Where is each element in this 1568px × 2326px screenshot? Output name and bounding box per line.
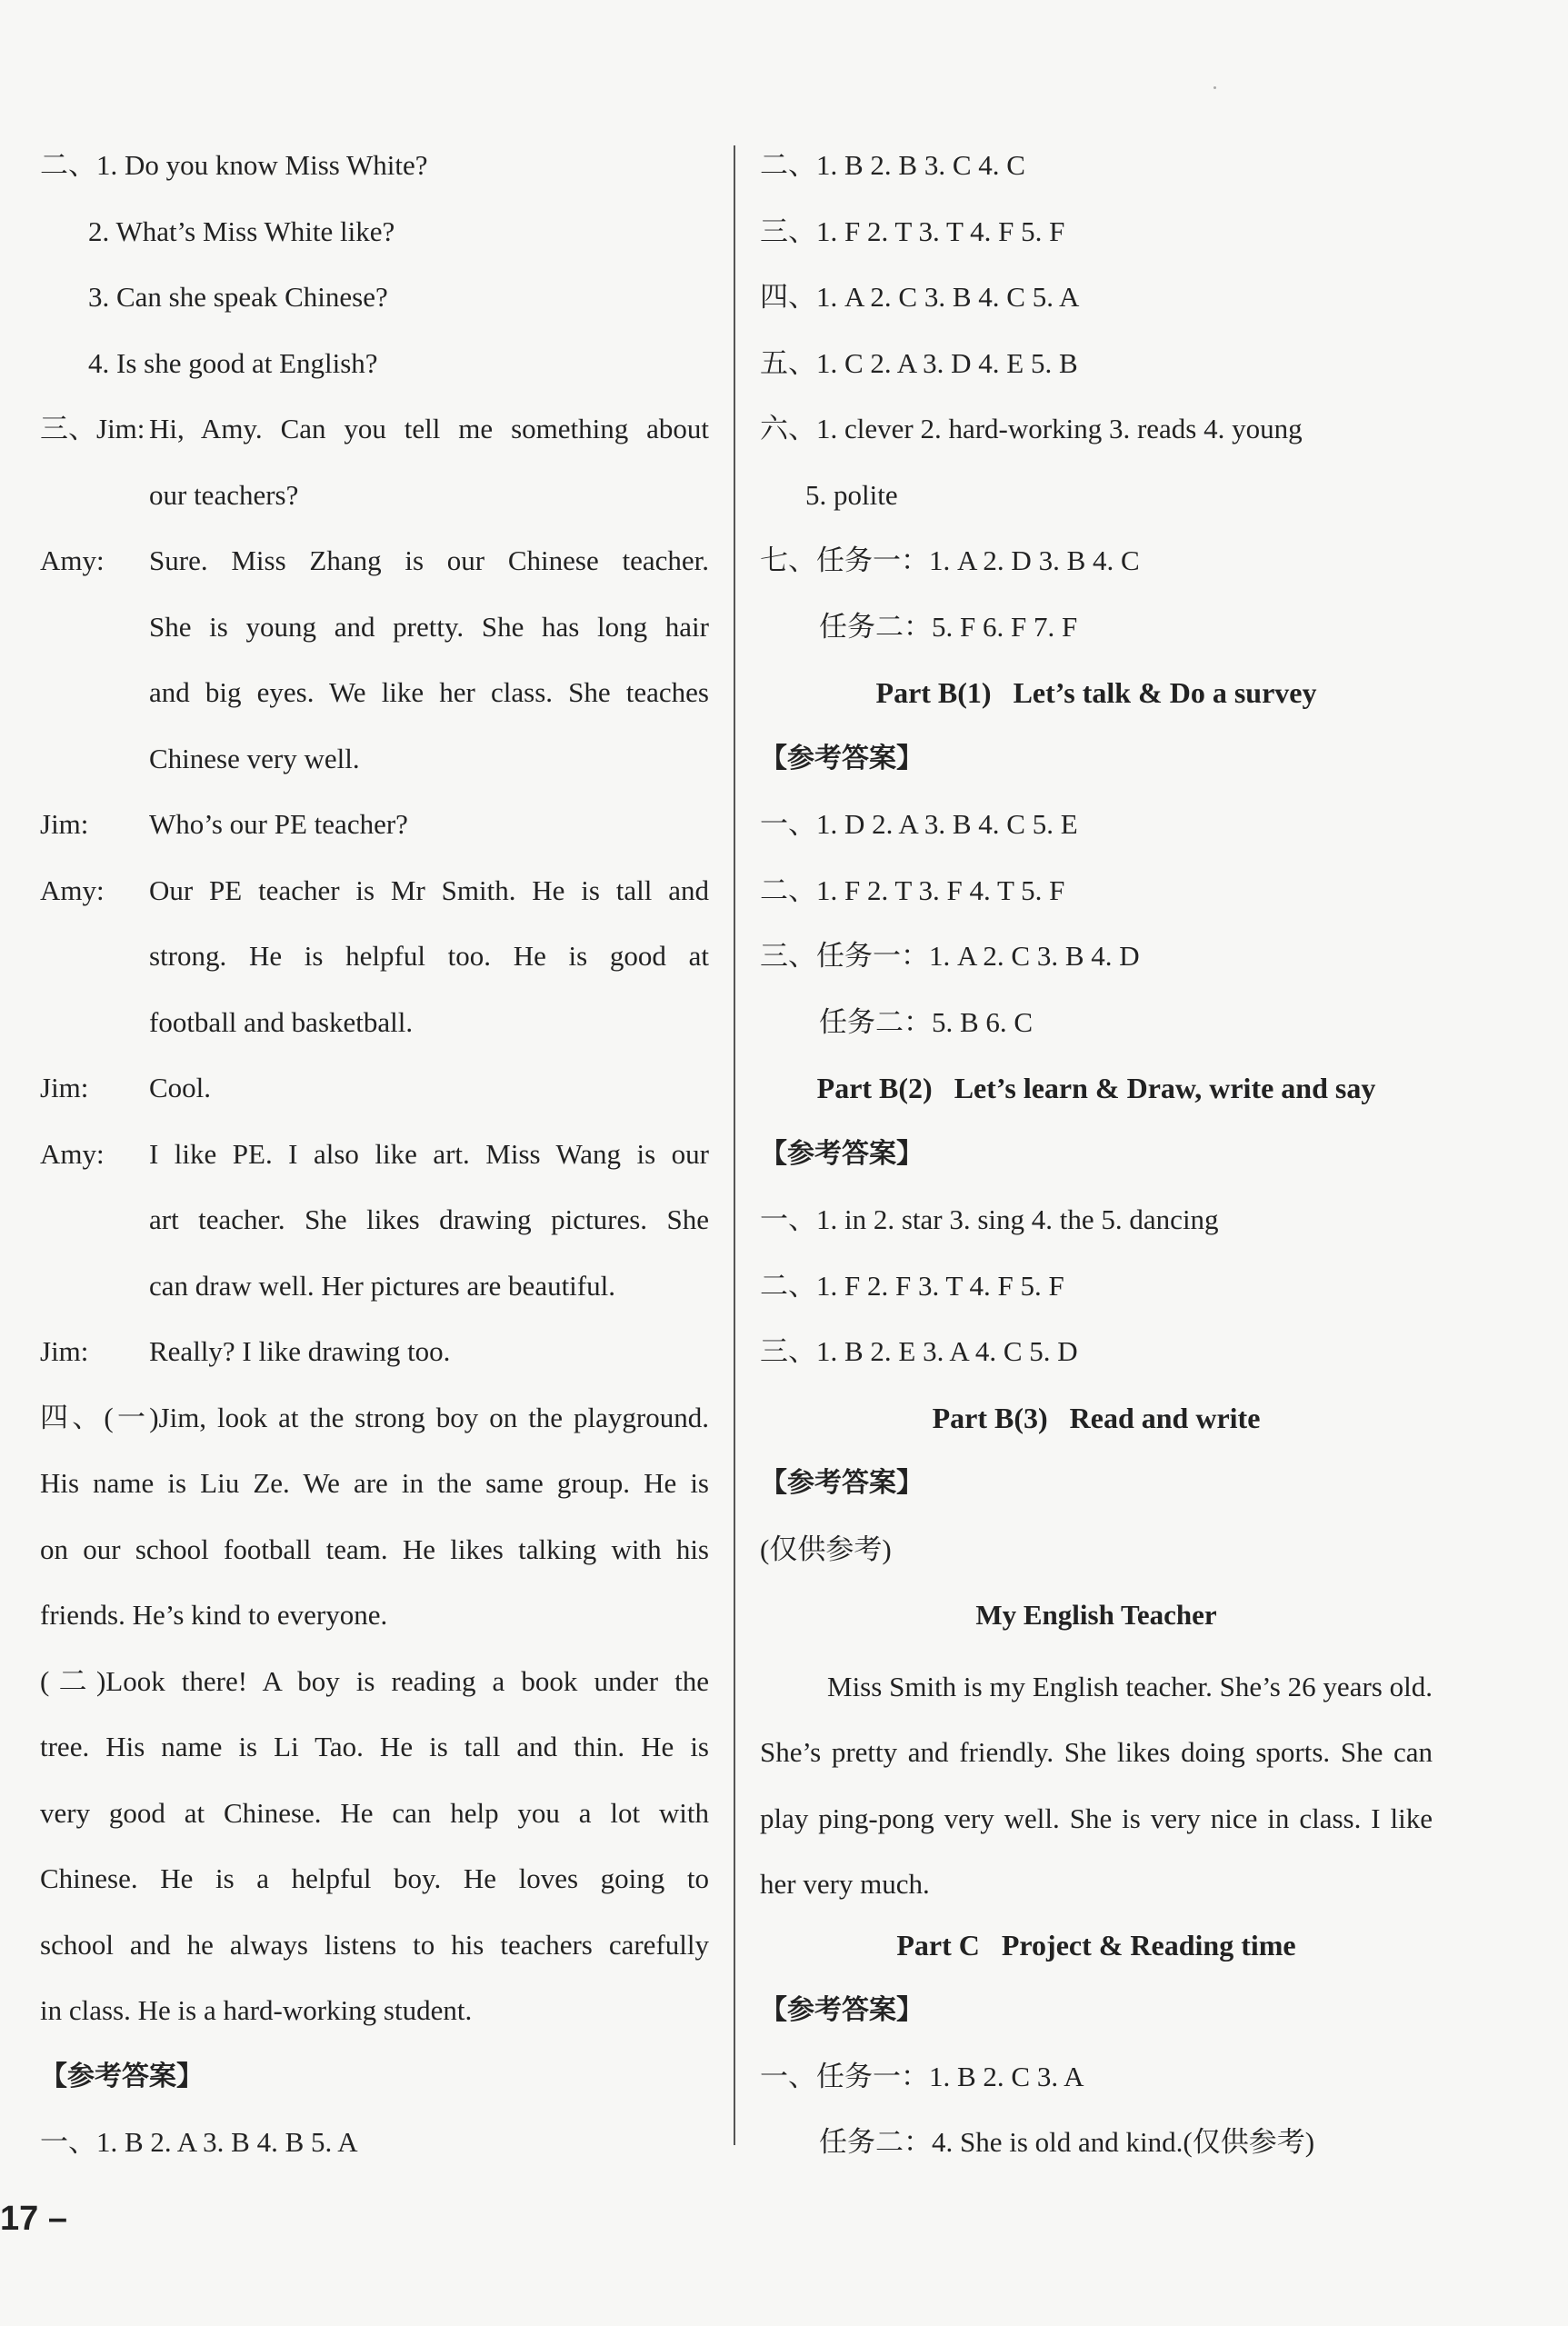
utterance: Our PE teacher is Mr Smith. He is tall and bbox=[149, 873, 709, 906]
essay-body: Miss Smith is my English teacher. She’s 26 years old. She’s pretty and friendly. She likes doing sports. She can play ping-pong very well. She is very nice in class. I like her very much. bbox=[760, 1670, 1433, 1900]
answer-line: 二、1. F 2. T 3. F 4. T 5. F bbox=[760, 873, 1065, 906]
answer-label: 【参考答案】 bbox=[40, 2060, 204, 2092]
speaker: Jim: bbox=[40, 808, 89, 840]
passage-line: very good at Chinese. He can help you a lot with bbox=[40, 1796, 709, 1829]
utterance: Chinese very well. bbox=[149, 742, 360, 774]
passage-line: in class. He is a hard-working student. bbox=[40, 1994, 473, 2026]
dialogue-line bbox=[40, 1061, 709, 1127]
passage-line: on our school football team. He likes talking with his bbox=[40, 1532, 709, 1565]
q-line: 4. Is she good at English? bbox=[88, 346, 378, 379]
answer-line: 四、1. A 2. C 3. B 4. C 5. A bbox=[760, 281, 1080, 313]
section-heading: Part B(2) Let’s learn & Draw, write and say bbox=[816, 1072, 1376, 1104]
answer-line: 六、1. clever 2. hard-working 3. reads 4. young bbox=[760, 413, 1303, 444]
answer-line: 五、1. C 2. A 3. D 4. E 5. B bbox=[760, 346, 1078, 379]
passage-line: school and he always listens to his teachers carefully bbox=[40, 1928, 709, 1961]
q-line: 3. Can she speak Chinese? bbox=[88, 281, 388, 313]
speck bbox=[1213, 86, 1216, 89]
utterance: Hi, Amy. Can you tell me something about bbox=[149, 413, 709, 444]
reference-note: (仅供参考) bbox=[760, 1532, 892, 1565]
page-number: 17 – bbox=[0, 2200, 67, 2238]
utterance: can draw well. Her pictures are beautiful. bbox=[149, 1269, 615, 1302]
speaker: Amy: bbox=[40, 1137, 105, 1170]
utterance: football and basketball. bbox=[149, 1005, 414, 1038]
answer-label: 【参考答案】 bbox=[760, 742, 924, 774]
dialogue-line bbox=[40, 1324, 709, 1391]
speaker: Jim: bbox=[40, 1072, 89, 1103]
answer-line: 一、1. in 2. star 3. sing 4. the 5. dancing bbox=[760, 1203, 1219, 1235]
dialogue-line bbox=[40, 864, 709, 930]
answer-line: 三、1. B 2. E 3. A 4. C 5. D bbox=[760, 1335, 1078, 1367]
utterance: our teachers? bbox=[149, 478, 299, 511]
dialogue-line bbox=[40, 797, 709, 864]
q-line: 二、1. Do you know Miss White? bbox=[40, 149, 428, 181]
answer-label: 【参考答案】 bbox=[760, 1137, 924, 1170]
passage-line: tree. His name is Li Tao. He is tall and thin. He is bbox=[40, 1731, 709, 1762]
answer-label: 【参考答案】 bbox=[760, 1467, 924, 1499]
section-heading: Part C Project & Reading time bbox=[896, 1928, 1296, 1962]
answer-line: 三、1. F 2. T 3. T 4. F 5. F bbox=[760, 215, 1065, 247]
dialogue-line bbox=[40, 534, 709, 600]
dialogue-line bbox=[40, 1127, 709, 1193]
speaker: Amy: bbox=[40, 544, 105, 576]
utterance: strong. He is helpful too. He is good at bbox=[149, 940, 709, 972]
passage-line: Chinese. He is a helpful boy. He loves going to bbox=[40, 1862, 709, 1894]
answer-line: 任务二：5. F 6. F 7. F bbox=[819, 610, 1078, 643]
utterance: Cool. bbox=[149, 1072, 212, 1103]
passage-line: 四、(一)Jim, look at the strong boy on the playground. bbox=[40, 1401, 709, 1433]
answer-line: 任务二：5. B 6. C bbox=[819, 1005, 1034, 1038]
answer-line: 5. polite bbox=[805, 478, 898, 511]
essay-title: My English Teacher bbox=[975, 1599, 1217, 1631]
answer-line: 三、任务一：1. A 2. C 3. B 4. D bbox=[760, 940, 1140, 972]
answer-line: 二、1. B 2. B 3. C 4. C bbox=[760, 149, 1025, 181]
dialogue-line bbox=[40, 402, 709, 468]
utterance: Sure. Miss Zhang is our Chinese teacher. bbox=[149, 544, 709, 576]
section-heading: Part B(3) Read and write bbox=[932, 1401, 1261, 1434]
utterance: art teacher. She likes drawing pictures. She bbox=[149, 1203, 709, 1235]
utterance: and big eyes. We like her class. She teaches bbox=[149, 676, 709, 708]
utterance: Really? I like drawing too. bbox=[149, 1335, 451, 1367]
q-line: 2. What’s Miss White like? bbox=[88, 215, 395, 247]
answer-line: 一、1. D 2. A 3. B 4. C 5. E bbox=[760, 808, 1078, 840]
utterance: Who’s our PE teacher? bbox=[149, 808, 408, 840]
utterance: I like PE. I also like art. Miss Wang is our bbox=[149, 1137, 709, 1170]
answer-line: 一、1. B 2. A 3. B 4. B 5. A bbox=[40, 2126, 358, 2158]
speaker: Jim: bbox=[40, 1335, 89, 1367]
answer-line: 一、任务一：1. B 2. C 3. A bbox=[760, 2060, 1084, 2092]
left-column bbox=[40, 138, 709, 2181]
passage-line: His name is Liu Ze. We are in the same group. He is bbox=[40, 1467, 709, 1499]
speaker: Amy: bbox=[40, 873, 105, 906]
column-divider bbox=[734, 145, 735, 2145]
answer-label: 【参考答案】 bbox=[760, 1994, 924, 2026]
passage-line: friends. He’s kind to everyone. bbox=[40, 1599, 388, 1631]
section-heading: Part B(1) Let’s talk & Do a survey bbox=[875, 676, 1317, 709]
answer-line: 任务二：4. She is old and kind.(仅供参考) bbox=[819, 2126, 1315, 2158]
speaker: 三、Jim: bbox=[40, 413, 145, 444]
right-column bbox=[760, 138, 1433, 2181]
answer-line: 七、任务一：1. A 2. D 3. B 4. C bbox=[760, 544, 1140, 576]
utterance: She is young and pretty. She has long hair bbox=[149, 610, 709, 643]
passage-line: (二)Look there! A boy is reading a book under the bbox=[40, 1664, 709, 1697]
answer-line: 二、1. F 2. F 3. T 4. F 5. F bbox=[760, 1269, 1064, 1302]
